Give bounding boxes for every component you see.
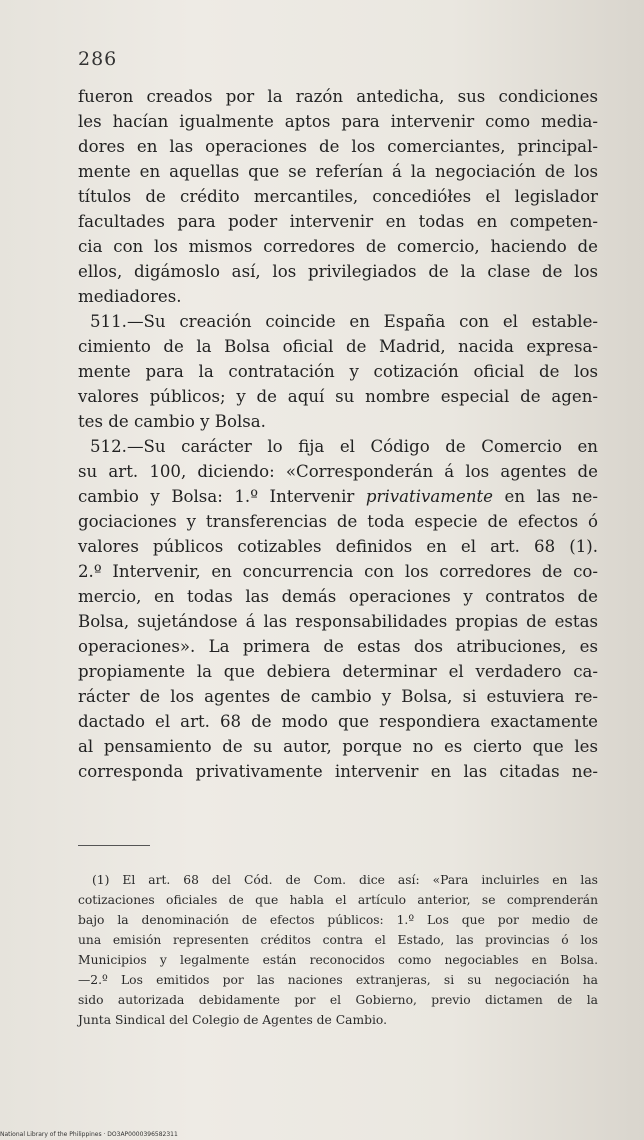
text-line: tes de cambio y Bolsa. — [78, 412, 266, 431]
text-line: valores públicos cotizables definidos en el art. 68 (1). — [78, 537, 598, 556]
text-line: les hacían igualmente aptos para intervenir como media- — [78, 112, 598, 131]
text-line: ellos, digámoslo así, los privilegiados de la clase de los — [78, 262, 598, 281]
text-line: mercio, en todas las demás operaciones y contratos de — [78, 587, 598, 606]
text-line: rácter de los agentes de cambio y Bolsa, si estuviera re- — [78, 687, 598, 706]
footnote-divider — [78, 845, 150, 846]
text-line: fueron creados por la razón antedicha, sus condiciones — [78, 87, 598, 106]
text-line: Bolsa, sujetándose á las responsabilidades propias de estas — [78, 612, 598, 631]
footnote-line: cotizaciones oficiales de que habla el artículo anterior, se comprenderán — [78, 893, 598, 907]
footnote-line: Junta Sindical del Colegio de Agentes de Cambio. — [78, 1013, 388, 1027]
footnote — [78, 870, 598, 1030]
text-line: valores públicos; y de aquí su nombre especial de agen- — [78, 387, 598, 406]
text-line: mediadores. — [78, 287, 182, 306]
footnote-line: bajo la denominación de efectos públicos: 1.º Los que por medio de — [78, 913, 598, 927]
text-line: propiamente la que debiera determinar el verdadero ca- — [78, 662, 598, 681]
text-line: dores en las operaciones de los comerciantes, principal- — [78, 137, 598, 156]
text-line: cia con los mismos corredores de comercio, haciendo de — [78, 237, 598, 256]
text-line: cimiento de la Bolsa oficial de Madrid, nacida expresa- — [78, 337, 598, 356]
text-line: títulos de crédito mercantiles, concediółes el legislador — [78, 187, 598, 206]
text-line: su art. 100, diciendo: «Corresponderán á los agentes de — [78, 462, 598, 481]
text-line: dactado el art. 68 de modo que respondiera exactamente — [78, 712, 598, 731]
text-line: al pensamiento de su autor, porque no es cierto que les — [78, 737, 598, 756]
footnote-line: —2.º Los emitidos por las naciones extranjeras, si su negociación ha — [78, 973, 598, 987]
text-line: mente en aquellas que se referían á la negociación de los — [78, 162, 598, 181]
text-line-with-italic — [78, 484, 598, 509]
text-line: 2.º Intervenir, en concurrencia con los corredores de co- — [78, 562, 598, 581]
footnote-line: (1) El art. 68 del Cód. de Com. dice así: «Para incluirles en las — [92, 873, 598, 887]
footnote-line: una emisión representen créditos contra el Estado, las provincias ó los — [78, 933, 598, 947]
paragraph-512-start: 512.—Su carácter lo fija el Código de Comercio en — [90, 437, 598, 456]
italic-term: privativamente — [365, 487, 493, 506]
text-segment: en las ne- — [493, 487, 598, 506]
text-line: facultades para poder intervenir en todas en competen- — [78, 212, 598, 231]
paragraph-511-start: 511.—Su creación coincide en España con el estable- — [90, 312, 598, 331]
text-segment: cambio y Bolsa: 1.º Intervenir — [78, 487, 355, 506]
text-line: mente para la contratación y cotización oficial de los — [78, 362, 598, 381]
text-line: corresponda privativamente intervenir en las citadas ne- — [78, 762, 598, 781]
main-text — [78, 84, 598, 784]
page-number: 286 — [78, 48, 118, 70]
text-line: gociaciones y transferencias de toda especie de efectos ó — [78, 512, 598, 531]
library-watermark: National Library of the Philippines · DO3AP0000396582311 — [0, 1131, 178, 1138]
text-line: operaciones». La primera de estas dos atribuciones, es — [78, 637, 598, 656]
footnote-line: sido autorizada debidamente por el Gobierno, previo dictamen de la — [78, 993, 598, 1007]
footnote-line: Municipios y legalmente están reconocidos como negociables en Bolsa. — [78, 953, 598, 967]
